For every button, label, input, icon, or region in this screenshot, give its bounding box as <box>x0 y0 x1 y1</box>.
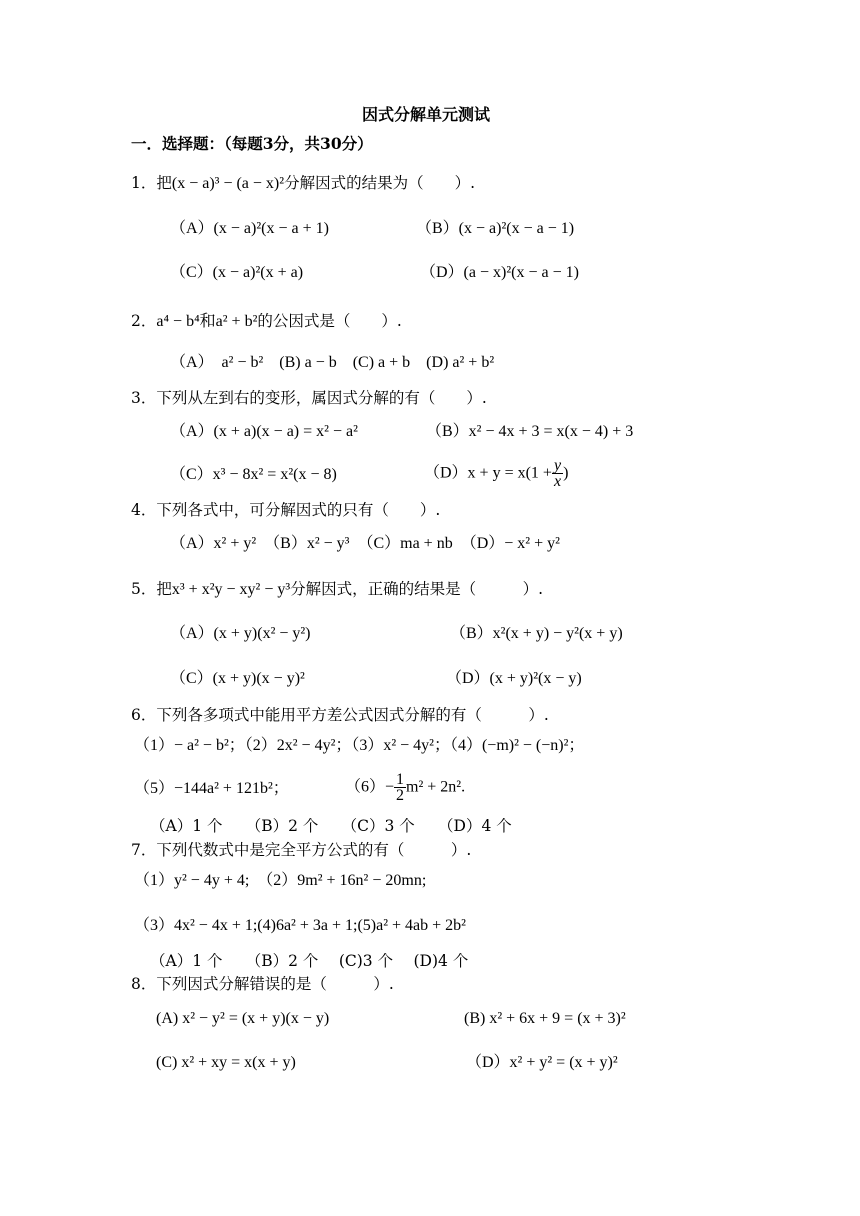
q3-option-d <box>424 458 568 489</box>
q6-fraction-denominator: 2 <box>396 787 405 804</box>
q2-options: （A） a² − b² (B) a − b (C) a + b (D) a² + b² <box>170 354 495 371</box>
q3-fraction <box>552 458 563 489</box>
q3-option-c: （C）x³ − 8x² = x²(x − 8) <box>170 466 337 483</box>
q7-line-1: （1）y² − 4y + 4; （2）9m² + 16n² − 20mn; <box>134 872 427 889</box>
q1-option-d: （D）(a − x)²(x − a − 1) <box>420 264 579 281</box>
q3-option-b: （B）x² − 4x + 3 = x(x − 4) + 3 <box>426 423 634 440</box>
q3-fraction-numerator: y <box>553 457 562 474</box>
q5-option-a: （A）(x + y)(x² − y²) <box>170 625 311 642</box>
q8-option-a: (A) x² − y² = (x + y)(x − y) <box>156 1010 330 1027</box>
q6-fraction-numerator: 1 <box>396 771 405 788</box>
q5-stem-prefix: 5．把 <box>131 580 172 598</box>
section-heading: 一．选择题：（每题3分，共30分） <box>131 134 373 153</box>
q8-option-d: （D）x² + y² = (x + y)² <box>466 1054 618 1071</box>
question-1-stem <box>131 172 475 195</box>
q5-stem-suffix: 分解因式，正确的结果是（ ）. <box>290 580 544 598</box>
q1-option-b: （B）(x − a)²(x − a − 1) <box>416 220 575 237</box>
q5-option-b: （B）x²(x + y) − y²(x + y) <box>450 625 623 642</box>
q7-options: （A）1 个 （B）2 个 (C)3 个 (D)4 个 <box>150 952 469 970</box>
q3-option-a: （A）(x + a)(x − a) = x² − a² <box>170 423 358 440</box>
q8-option-c: (C) x² + xy = x(x + y) <box>156 1054 296 1071</box>
q6-options: （A）1 个 （B）2 个 （C）3 个 （D）4 个 <box>150 817 512 835</box>
q6-items-1-4: （1）− a² − b²；（2）2x² − 4y²；（3）x² − 4y²；（4）(−m)² − (−n)²； <box>134 737 585 754</box>
q1-stem-expression: (x − a)³ − (a − x)² <box>171 175 285 192</box>
q6-item-5: （5）−144a² + 121b²； <box>134 780 289 797</box>
q6-item-6-suffix: m² + 2n². <box>406 778 466 796</box>
question-5-stem <box>131 578 543 601</box>
q1-option-a: （A）(x − a)²(x − a + 1) <box>170 220 329 237</box>
question-3-stem: 3．下列从左到右的变形，属因式分解的有（ ）. <box>131 389 487 407</box>
q3-option-d-suffix: ) <box>563 464 569 482</box>
q1-option-c: （C）(x − a)²(x + a) <box>170 264 304 281</box>
q3-fraction-denominator: x <box>553 473 562 490</box>
page-title: 因式分解单元测试 <box>362 105 491 124</box>
q5-option-d: （D）(x + y)²(x − y) <box>446 670 582 687</box>
question-7-stem: 7．下列代数式中是完全平方公式的有（ ）. <box>131 841 472 859</box>
q6-item-6-prefix: （6）− <box>345 778 395 796</box>
q5-stem-expression: x³ + x²y − xy² − y³ <box>171 581 291 598</box>
q7-line-2: （3）4x² − 4x + 1;(4)6a² + 3a + 1;(5)a² + 4ab + 2b² <box>134 917 466 934</box>
q4-options: （A）x² + y² （B）x² − y³ （C）ma + nb （D）− x² + y² <box>170 535 560 552</box>
q1-stem-suffix: 分解因式的结果为（ ）. <box>284 174 475 192</box>
question-8-stem: 8．下列因式分解错误的是（ ）. <box>131 975 394 993</box>
q3-option-d-prefix: （D）x + y = x(1 + <box>424 464 552 482</box>
question-4-stem: 4．下列各式中，可分解因式的只有（ ）. <box>131 501 441 519</box>
q2-stem-suffix: 的公因式是（ ）. <box>257 312 402 330</box>
q8-option-b: (B) x² + 6x + 9 = (x + 3)² <box>464 1010 626 1027</box>
q2-stem-expression: a⁴ − b⁴和a² + b² <box>156 313 258 330</box>
q6-item-6 <box>345 772 465 803</box>
q2-stem-prefix: 2． <box>131 312 157 330</box>
q1-stem-prefix: 1．把 <box>131 174 172 192</box>
question-2-stem <box>131 310 402 333</box>
question-6-stem: 6．下列各多项式中能用平方差公式因式分解的有（ ）. <box>131 706 549 724</box>
q5-option-c: （C）(x + y)(x − y)² <box>170 670 305 687</box>
q6-fraction <box>394 772 406 803</box>
